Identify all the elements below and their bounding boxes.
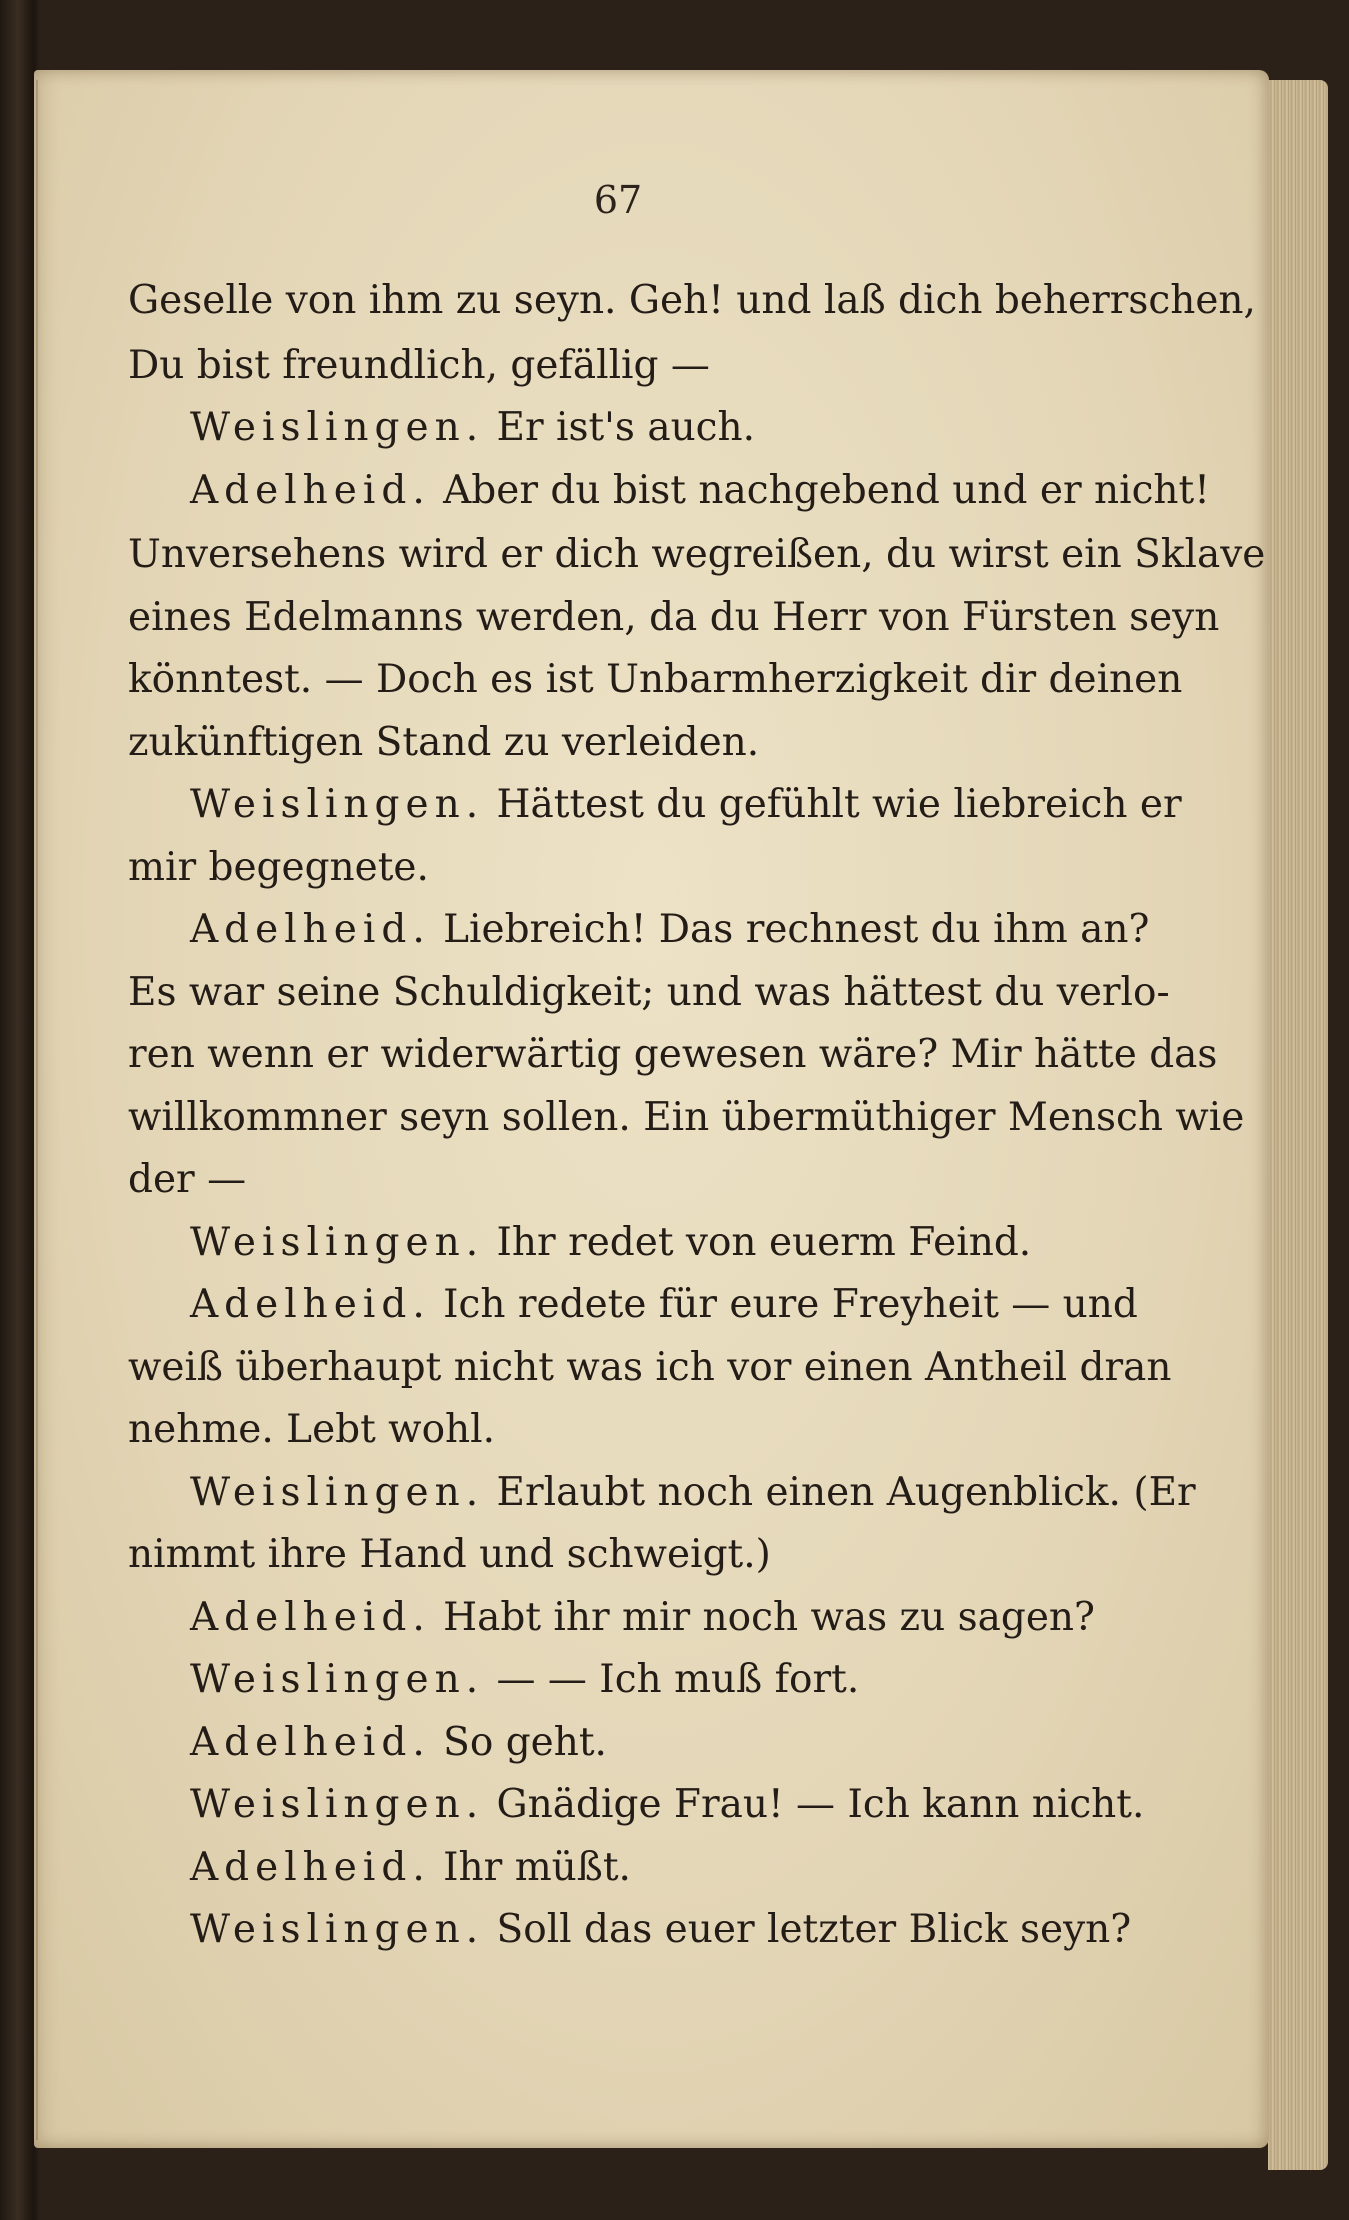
line-text: könntest. — Doch es ist Unbarmherzigkeit dir deinen [128, 657, 1183, 702]
speaker-name: Adelheid. [190, 1282, 431, 1327]
speaker-name: Adelheid. [190, 1845, 431, 1890]
text-line [0, 466, 1349, 516]
text-line [0, 968, 1349, 1018]
speaker-name: Adelheid. [190, 1595, 431, 1640]
line-text: nehme. Lebt wohl. [128, 1407, 496, 1452]
speaker-name: Weislingen. [190, 1220, 485, 1265]
text-line [0, 905, 1349, 955]
line-text: Soll das euer letzter Blick seyn? [496, 1907, 1132, 1952]
text-line [0, 276, 1349, 326]
line-text: Hättest du gefühlt wie liebreich er [496, 782, 1182, 827]
speaker-name: Weislingen. [190, 405, 485, 450]
speaker-name: Adelheid. [190, 1720, 431, 1765]
text-line [0, 1093, 1349, 1143]
line-text: Aber du bist nachgebend und er nicht! [443, 468, 1210, 513]
line-text: — — Ich muß fort. [496, 1657, 860, 1702]
text-line [0, 1593, 1349, 1643]
line-text: Habt ihr mir noch was zu sagen? [443, 1595, 1095, 1640]
text-line [0, 1718, 1349, 1768]
text-line [0, 530, 1349, 580]
line-text: Ihr müßt. [443, 1845, 631, 1890]
text-line [0, 1280, 1349, 1330]
line-text: zukünftigen Stand zu verleiden. [128, 720, 760, 765]
text-line [0, 1030, 1349, 1080]
text-line [0, 1843, 1349, 1893]
speaker-name: Weislingen. [190, 782, 485, 827]
line-text: mir begegnete. [128, 845, 429, 890]
text-line [0, 403, 1349, 453]
line-text: Er ist's auch. [496, 405, 756, 450]
line-text: nimmt ihre Hand und schweigt.) [128, 1532, 771, 1577]
text-line [0, 843, 1349, 893]
text-line [0, 780, 1349, 830]
line-text: Liebreich! Das rechnest du ihm an? [443, 907, 1150, 952]
text-line [0, 1530, 1349, 1580]
text-line [0, 1780, 1349, 1830]
speaker-name: Weislingen. [190, 1907, 485, 1952]
text-line [0, 1343, 1349, 1393]
line-text: Unversehens wird er dich wegreißen, du wirst ein Sklave [128, 532, 1266, 577]
text-line [0, 341, 1349, 391]
text-line [0, 593, 1349, 643]
line-text: Geselle von ihm zu seyn. Geh! und laß dich beherrschen, [128, 278, 1256, 323]
line-text: Du bist freundlich, gefällig — [128, 343, 710, 388]
text-line [0, 1155, 1349, 1205]
speaker-name: Weislingen. [190, 1470, 485, 1515]
line-text: Ihr redet von euerm Feind. [496, 1220, 1032, 1265]
line-text: Es war seine Schuldigkeit; und was hättest du verlo- [128, 970, 1170, 1015]
line-text: weiß überhaupt nicht was ich vor einen Antheil dran [128, 1345, 1172, 1390]
text-line [0, 1405, 1349, 1455]
speaker-name: Adelheid. [190, 468, 431, 513]
page-number: 67 [593, 178, 643, 222]
line-text: Ich redete für eure Freyheit — und [443, 1282, 1138, 1327]
line-text: eines Edelmanns werden, da du Herr von Fürsten seyn [128, 595, 1220, 640]
line-text: ren wenn er widerwärtig gewesen wäre? Mir hätte das [128, 1032, 1218, 1077]
line-text: Erlaubt noch einen Augenblick. (Er [496, 1470, 1196, 1515]
text-line [0, 718, 1349, 768]
text-line [0, 655, 1349, 705]
speaker-name: Weislingen. [190, 1657, 485, 1702]
speaker-name: Adelheid. [190, 907, 431, 952]
line-text: So geht. [443, 1720, 607, 1765]
line-text: Gnädige Frau! — Ich kann nicht. [496, 1782, 1145, 1827]
text-line [0, 1468, 1349, 1518]
speaker-name: Weislingen. [190, 1782, 485, 1827]
text-line [0, 1905, 1349, 1955]
line-text: der — [128, 1157, 247, 1202]
text-line [0, 1655, 1349, 1705]
text-line [0, 1218, 1349, 1268]
line-text: willkommner seyn sollen. Ein übermüthiger Mensch wie [128, 1095, 1245, 1140]
